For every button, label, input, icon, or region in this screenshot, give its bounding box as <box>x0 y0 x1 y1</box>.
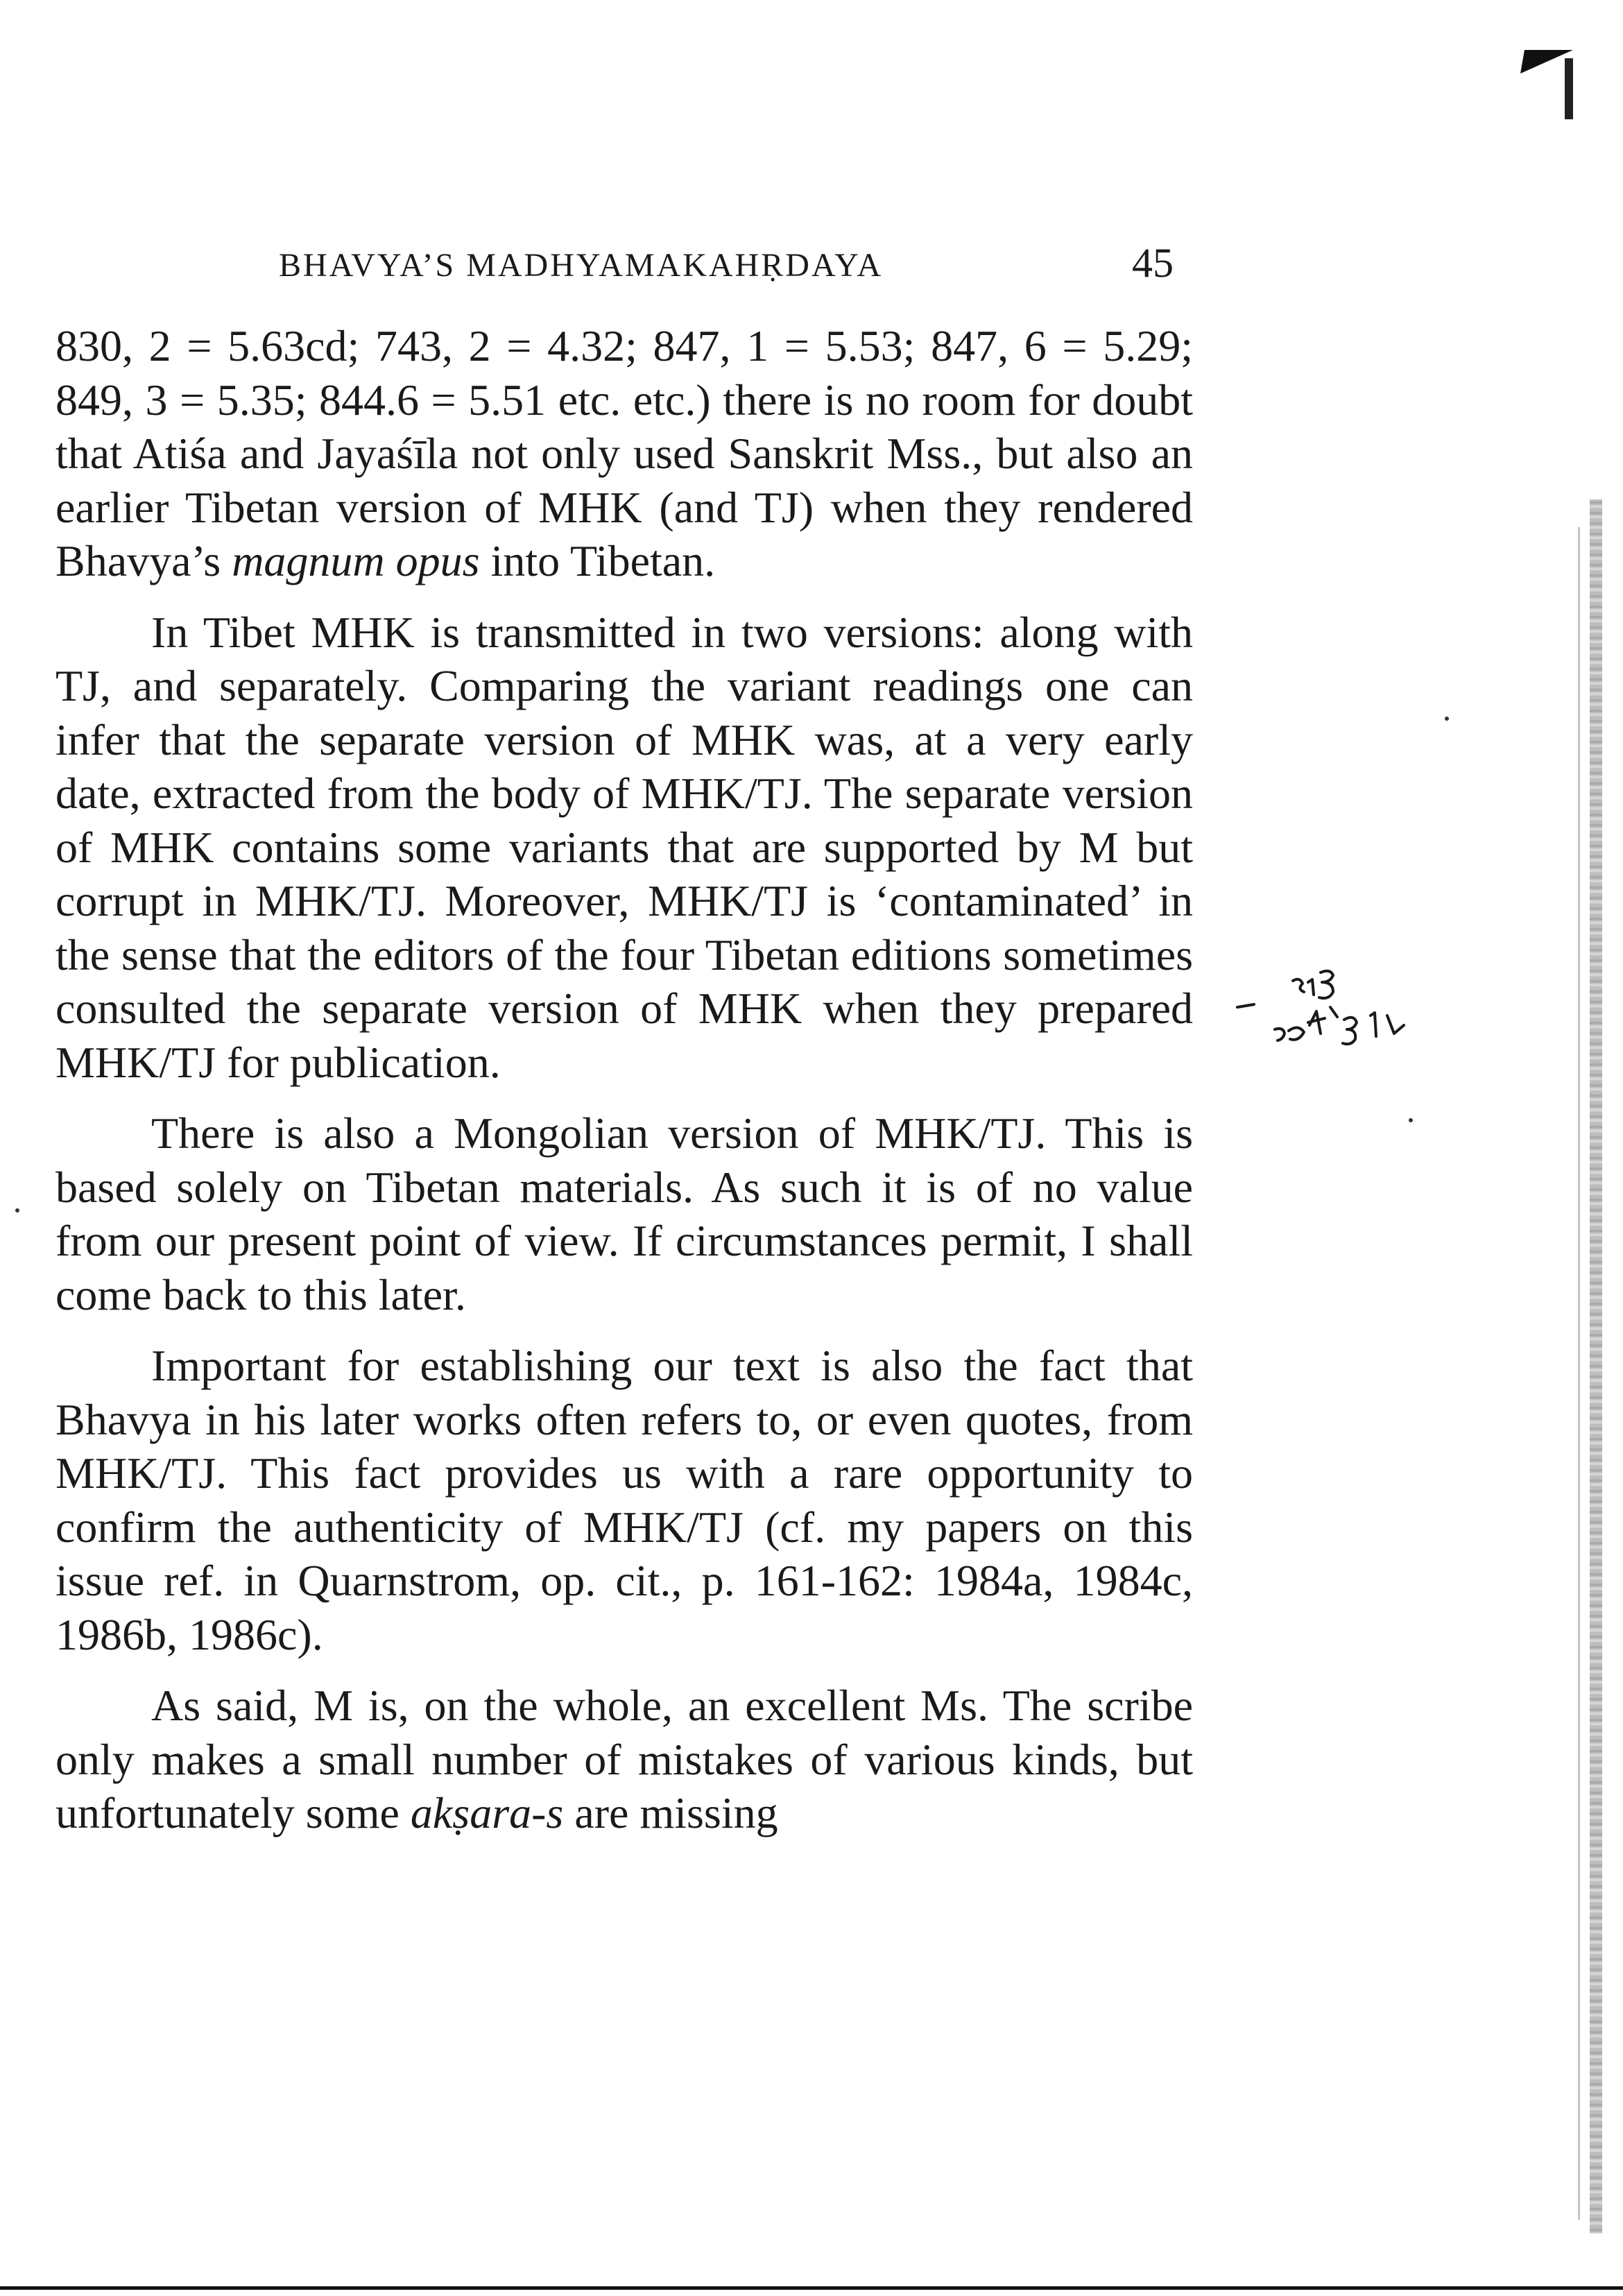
scan-bottom-border <box>0 2286 1623 2290</box>
paragraph-1-text-b: into Tibetan. <box>479 536 716 585</box>
paragraph-5-text-b: are missing <box>563 1788 778 1837</box>
paragraph-2-text: In Tibet MHK is transmitted in two versions: along with TJ, and separately. Comparing the variant readings one can infer that the separate version of MHK was, at a very early date, extracted from the body of MHK/TJ. The separate version of MHK contains some variants that are supported by M but corrupt in MHK/TJ. Moreover, MHK/TJ is ‘contaminated’ in the sense that the editors of the four Tibetan editions sometimes consulted the separate version of MHK when they prepared MHK/TJ for publication. <box>55 607 1193 1087</box>
running-title: BHAVYA’S MADHYAMAKAHṚDAYA <box>279 247 884 284</box>
page-edge-line <box>1578 527 1580 2220</box>
speck-mark <box>1409 1118 1413 1122</box>
paragraph-1 <box>55 319 1193 588</box>
page-number: 45 <box>1132 240 1174 286</box>
handwriting-scribble-icon <box>1233 964 1448 1082</box>
paragraph-5 <box>55 1679 1193 1840</box>
speck-mark <box>1445 717 1449 721</box>
paragraph-3-text: There is also a Mongolian version of MHK/TJ. This is based solely on Tibetan materials. As such it is of no value from our present point of view. If circumstances permit, I shall come back to this later. <box>55 1108 1193 1319</box>
paragraph-2 <box>55 606 1193 1090</box>
handwritten-margin-note <box>1233 964 1448 1082</box>
paragraph-4 <box>55 1339 1193 1661</box>
speck-mark <box>15 1208 19 1213</box>
paragraph-1-italic-term: magnum opus <box>232 536 480 585</box>
paragraph-1-text-a: 830, 2 = 5.63cd; 743, 2 = 4.32; 847, 1 = 5.53; 847, 6 = 5.29; 849, 3 = 5.35; 844.6 = 5.51 etc. etc.) there is no room for doubt that Atiśa and Jayaśīla not only used Sanskrit Mss., but also an earlier Tibetan version of MHK (and TJ) when they rendered Bhavya’s <box>55 321 1193 585</box>
page-header <box>279 239 1174 295</box>
page-edge-shadow <box>1590 499 1602 2234</box>
paragraph-5-text-a: As said, M is, on the whole, an excellent Ms. The scribe only makes a small number of mistakes of various kinds, but unfortunately some <box>55 1681 1193 1837</box>
corner-bookmark-stem <box>1565 58 1573 119</box>
paragraph-5-italic-term: akṣara-s <box>410 1788 564 1837</box>
paragraph-4-text: Important for establishing our text is also the fact that Bhavya in his later works often refers to, or even quotes, from MHK/TJ. This fact provides us with a rare opportunity to confirm the authenticity of MHK/TJ (cf. my papers on this issue ref. in Quarnstrom, op. cit., p. 161-162: 1984a, 1984c, 1986b, 1986c). <box>55 1341 1193 1659</box>
body-text <box>55 319 1193 1858</box>
paragraph-3 <box>55 1106 1193 1321</box>
